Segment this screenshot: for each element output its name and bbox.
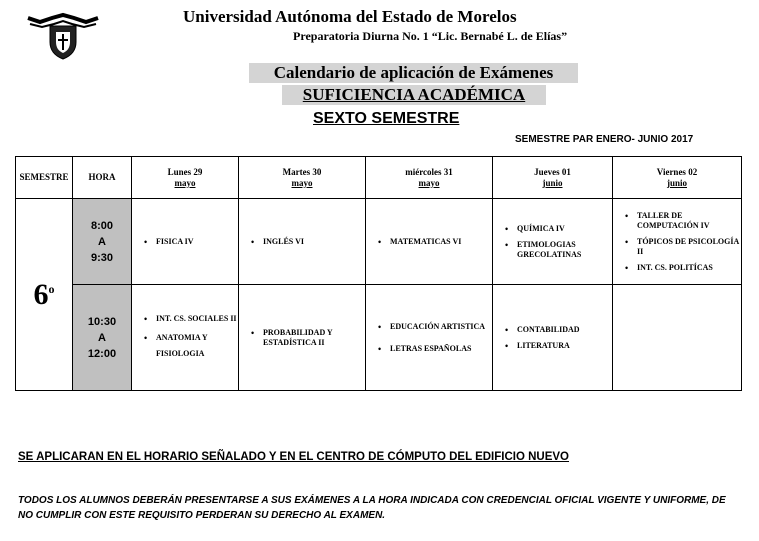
subject-item: • QUÍMICA IV xyxy=(517,224,612,234)
header-day xyxy=(239,157,366,199)
time-start: 8:00 xyxy=(90,219,114,232)
header-day xyxy=(366,157,493,199)
subject-item: • CONTABILIDAD xyxy=(517,325,612,335)
schedule-cell xyxy=(493,285,613,391)
semester-number: 6 xyxy=(33,277,49,311)
subject-item: • LITERATURA xyxy=(517,341,612,351)
semester-number-cell xyxy=(16,199,73,391)
subject-item: • TÓPICOS DE PSICOLOGÍA II xyxy=(637,237,741,257)
schedule-cell xyxy=(493,199,613,285)
time-slot-cell xyxy=(73,199,132,285)
day-name: Viernes 02 xyxy=(656,166,698,177)
day-month: mayo xyxy=(291,177,313,188)
schedule-cell xyxy=(132,285,239,391)
semester-info: SEMESTRE PAR ENERO- JUNIO 2017 xyxy=(515,134,694,145)
subject-item: • ANATOMIA Y FISIOLOGIA xyxy=(156,330,238,362)
university-seal-icon xyxy=(26,12,100,60)
subject-item: • FISICA IV xyxy=(156,237,238,247)
subject-item: • INT. CS. SOCIALES II xyxy=(156,314,238,324)
day-name: Lunes 29 xyxy=(167,166,203,177)
day-month: junio xyxy=(542,177,563,188)
day-month: mayo xyxy=(174,177,196,188)
header-semestre: SEMESTRE xyxy=(16,157,73,199)
semester-title: SEXTO SEMESTRE xyxy=(313,110,460,127)
time-end: 9:30 xyxy=(90,251,114,264)
requirement-note: TODOS LOS ALUMNOS DEBERÁN PRESENTARSE A SUS EXÁMENES A LA HORA INDICADA CON CREDENCIAL OFICIAL VIGENTE Y UNIFORME, DE NO CUMPLIR CON ESTE REQUISITO PERDERAN SU DERECHO AL EXAMEN. xyxy=(18,495,726,521)
university-name: Universidad Autónoma del Estado de Morelos xyxy=(183,7,517,26)
time-end: 12:00 xyxy=(87,347,117,360)
school-name: Preparatoria Diurna No. 1 “Lic. Bernabé L. de Elías” xyxy=(293,29,568,43)
time-slot-cell xyxy=(73,285,132,391)
time-separator: A xyxy=(98,331,106,344)
day-name: miércoles 31 xyxy=(405,166,453,177)
schedule-cell xyxy=(613,285,742,391)
header-day xyxy=(493,157,613,199)
schedule-cell xyxy=(366,285,493,391)
table-row xyxy=(16,285,742,391)
schedule-cell xyxy=(239,199,366,285)
time-start: 10:30 xyxy=(87,315,117,328)
subject-item: • ETIMOLOGIAS GRECOLATINAS xyxy=(517,240,612,260)
day-month: junio xyxy=(666,177,687,188)
subject-item: • TALLER DE COMPUTACIÓN IV xyxy=(637,211,741,231)
subject-item: • EDUCACIÓN ARTISTICA xyxy=(390,319,492,335)
header-hora: HORA xyxy=(73,157,132,199)
header-day xyxy=(613,157,742,199)
subject-item: • MATEMATICAS VI xyxy=(390,237,492,247)
schedule-cell xyxy=(239,285,366,391)
schedule-cell xyxy=(366,199,493,285)
header-day xyxy=(132,157,239,199)
day-month: mayo xyxy=(418,177,440,188)
table-header-row xyxy=(16,157,742,199)
day-name: Martes 30 xyxy=(282,166,322,177)
subject-item: • INGLÉS VI xyxy=(263,237,365,247)
semester-ordinal: o xyxy=(48,281,55,296)
table-row xyxy=(16,199,742,285)
location-note: SE APLICARAN EN EL HORARIO SEÑALADO Y EN EL CENTRO DE CÓMPUTO DEL EDIFICIO NUEVO xyxy=(18,451,570,463)
day-name: Jueves 01 xyxy=(534,166,571,177)
exam-schedule-table xyxy=(15,156,742,391)
schedule-cell xyxy=(132,199,239,285)
schedule-cell xyxy=(613,199,742,285)
time-separator: A xyxy=(98,235,106,248)
subject-item: • INT. CS. POLITÍCAS xyxy=(637,263,741,273)
exam-type-title: SUFICIENCIA ACADÉMICA xyxy=(282,85,546,105)
subject-item: • LETRAS ESPAÑOLAS xyxy=(390,341,492,357)
calendar-title: Calendario de aplicación de Exámenes xyxy=(249,63,578,83)
subject-item: • PROBABILIDAD Y ESTADÍSTICA II xyxy=(263,328,365,348)
